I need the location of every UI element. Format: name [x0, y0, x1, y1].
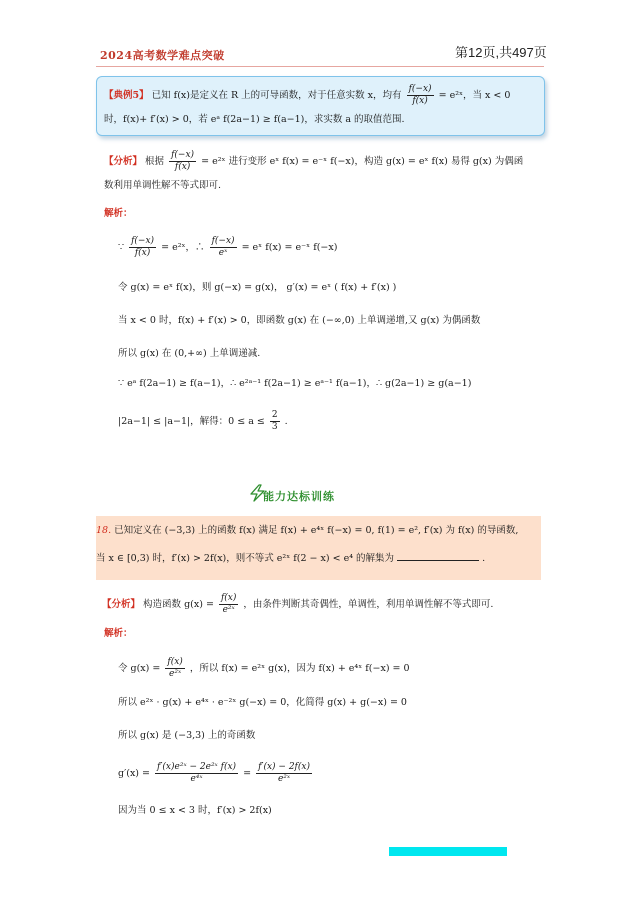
- solution-1-fraction-a: $\frac{f(-x)}{f(x)}$: [131, 236, 155, 258]
- highlight-bar: [389, 847, 507, 856]
- solution-1-line-2: 令 g(x) = eˣ f(x)，则 g(−x) = g(x)， g′(x) = eˣ ( f(x) + f′(x) ): [118, 282, 397, 293]
- solution-2-line-4: g′(x) = $\frac{\text{f′(x)e²ˣ − 2e²ˣ f(x)}}{\text{e⁴ˣ}}$ = $\frac{f'(x) - 2f(x)}{\text{e²ˣ}}$: [118, 762, 310, 784]
- answer-blank[interactable]: [397, 551, 479, 561]
- exercise-number: 18.: [96, 525, 112, 536]
- analysis-2-line: 【分析】 构造函数 g(x) = $\frac{f(x)}{\text{e²ˣ}}$ ，由条件判断其奇偶性，单调性，利用单调性解不等式即可.: [102, 593, 494, 615]
- solution-1-line-4: 所以 g(x) 在 (0,+∞) 上单调递减.: [118, 348, 261, 359]
- analysis-1-line-2: 数利用单调性解不等式即可.: [104, 180, 222, 191]
- solution-1-line-5: ∵ eᵃ f(2a−1) ≥ f(a−1)，∴ e²ᵃ⁻¹ f(2a−1) ≥ eᵃ⁻¹ f(a−1)，∴ g(2a−1) ≥ g(a−1): [118, 378, 472, 389]
- solution-2-fraction-c: $\frac{f'(x) - 2f(x)}{\text{e²ˣ}}$: [258, 762, 310, 784]
- solution-1-label: 解析：: [104, 208, 133, 219]
- solution-2-line-3: 所以 g(x) 是 (−3,3) 上的奇函数: [118, 730, 256, 741]
- solution-1-line-3: 当 x < 0 时，f(x) + f′(x) > 0，即函数 g(x) 在 (−∞,0) 上单调递增,又 g(x) 为偶函数: [118, 315, 481, 326]
- analysis-2-tag: 【分析】: [102, 599, 141, 610]
- section-title: 能力达标训练: [263, 490, 335, 503]
- solution-2-line-2: 所以 e²ˣ · g(x) + e⁴ˣ · e⁻²ˣ g(−x) = 0，化简得 g(x) + g(−x) = 0: [118, 697, 407, 708]
- analysis-1-fraction: $\frac{f(-x)}{f(x)}$: [171, 150, 195, 172]
- example-fraction: $\frac{f(-x)}{f(x)}$: [408, 84, 432, 106]
- analysis-1-tag: 【分析】: [104, 156, 143, 167]
- solution-1-fraction-c: $\frac{2}{3}$: [271, 410, 278, 432]
- solution-1-line-1: ∵ $\frac{f(-x)}{f(x)}$ = e²ˣ，∴ $\frac{f(-x)}{\text{eˣ}}$ = eˣ f(x) = e⁻ˣ f(−x): [118, 236, 338, 258]
- solution-2-line-5: 因为当 0 ≤ x < 3 时，f′(x) > 2f(x): [118, 805, 272, 816]
- exercise-line-2: 当 x ∈ [0,3) 时，f′(x) > 2f(x)，则不等式 e²ˣ f(2 − x) < e⁴ 的解集为 .: [96, 553, 486, 564]
- header-divider: [96, 66, 544, 67]
- exercise-line-1: 18. 已知定义在 (−3,3) 上的函数 f(x) 满足 f(x) + e⁴ˣ f(−x) = 0, f(1) = e², f′(x) 为 f(x) 的导函数,: [96, 525, 519, 536]
- solution-2-line-1: 令 g(x) = $\frac{f(x)}{\text{e²ˣ}}$ ，所以 f(x) = e²ˣ g(x)，因为 f(x) + e⁴ˣ f(−x) = 0: [118, 657, 410, 679]
- analysis-1-line-1: 【分析】 根据 $\frac{f(-x)}{f(x)}$ = e²ˣ 进行变形 eˣ f(x) = e⁻ˣ f(−x)，构造 g(x) = eˣ f(x) 易得 g(x) 为偶函: [104, 150, 524, 172]
- solution-1-fraction-b: $\frac{f(-x)}{\text{eˣ}}$: [211, 236, 235, 258]
- header-left-text: 2024高考数学难点突破: [100, 49, 225, 62]
- page-number: 第12页,共497页: [455, 45, 547, 60]
- solution-1-line-6: |2a−1| ≤ |a−1|，解得：0 ≤ a ≤ $\frac{2}{3}$ .: [118, 410, 288, 432]
- solution-2-fraction-b: $\frac{\text{f′(x)e²ˣ − 2e²ˣ f(x)}}{\text{e⁴ˣ}}$: [157, 762, 237, 784]
- solution-2-fraction-a: $\frac{f(x)}{\text{e²ˣ}}$: [167, 657, 183, 679]
- analysis-2-fraction: $\frac{f(x)}{\text{e²ˣ}}$: [220, 593, 237, 615]
- example-line-2: 时，f(x)+ f′(x) > 0，若 eᵃ f(2a−1) ≥ f(a−1)，求实数 a 的取值范围.: [104, 114, 405, 125]
- example-tag: 【典例5】: [104, 90, 149, 101]
- example-line-1: 【典例5】 已知 f(x)是定义在 R 上的可导函数，对于任意实数 x，均有 $\frac{f(-x)}{f(x)}$ = e²ˣ，当 x < 0: [104, 84, 511, 106]
- solution-2-label: 解析：: [104, 628, 133, 639]
